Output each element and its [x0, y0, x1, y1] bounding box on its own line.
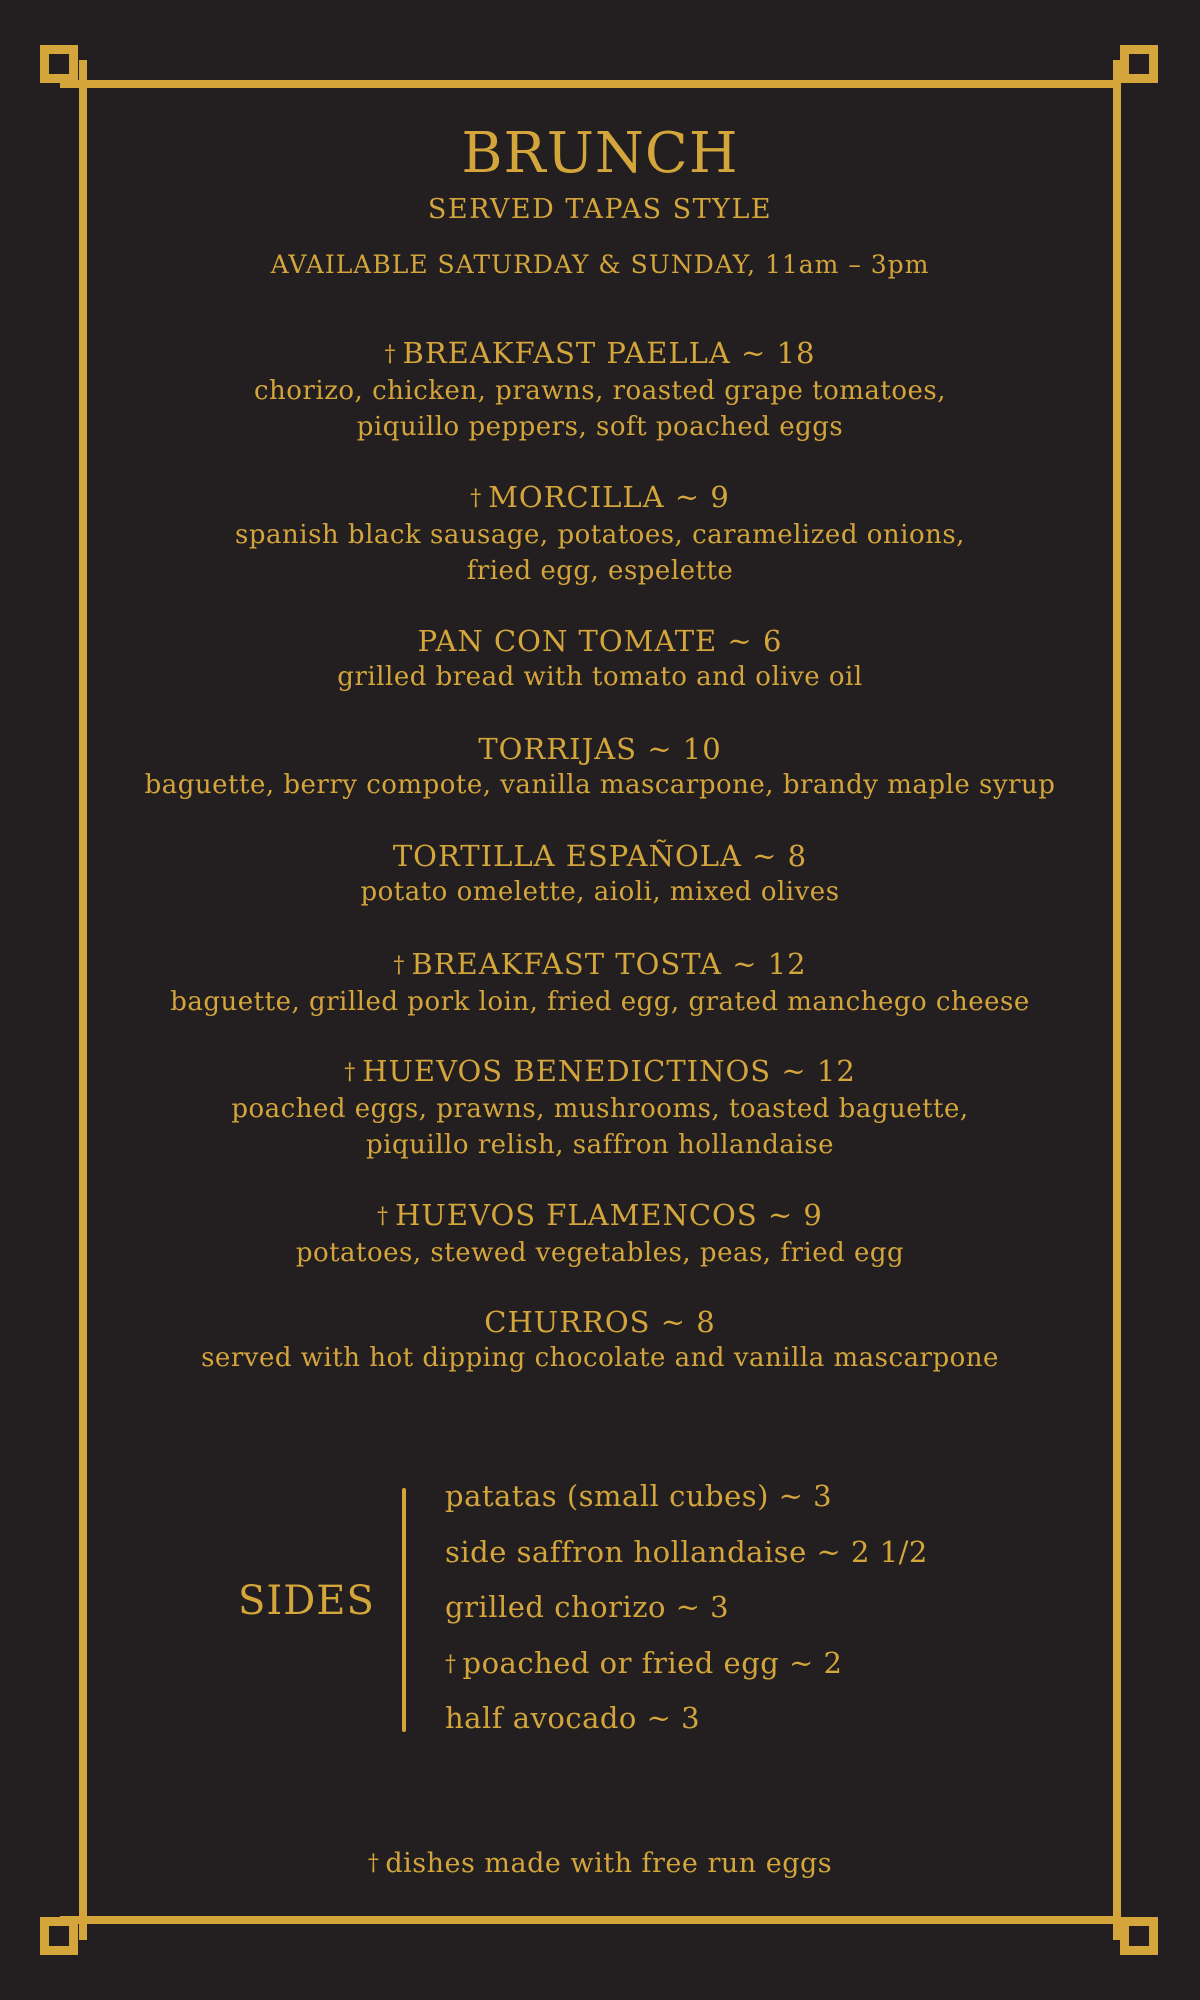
- dish-name-text: TORRIJAS ~ 10: [478, 732, 722, 766]
- side-item-label: grilled chorizo ~ 3: [445, 1590, 730, 1624]
- dish-description: baguette, berry compote, vanilla mascarpone, brandy maple syrup: [144, 770, 1056, 800]
- dish-name: [90, 946, 1110, 984]
- dish-item: [90, 946, 1110, 1020]
- dish-description: served with hot dipping chocolate and vanilla mascarpone: [201, 1343, 999, 1373]
- dish-item: [90, 335, 1110, 445]
- dish-item: [90, 623, 1110, 695]
- sides-divider: [402, 1488, 406, 1732]
- frame-left-border: [79, 60, 87, 1940]
- side-item-label: patatas (small cubes) ~ 3: [445, 1479, 833, 1513]
- dish-item: [90, 479, 1110, 589]
- frame-corner-bottom-left: [40, 1917, 78, 1955]
- dish-description: potatoes, stewed vegetables, peas, fried egg: [295, 1238, 905, 1268]
- footnote: [0, 1848, 1200, 1879]
- dish-name-text: TORTILLA ESPAÑOLA ~ 8: [392, 839, 808, 873]
- dish-item: [90, 731, 1110, 803]
- frame-corner-bottom-right: [1120, 1917, 1158, 1955]
- side-item: [445, 1476, 928, 1532]
- dagger-icon: †: [344, 1060, 357, 1085]
- dagger-icon: †: [384, 342, 397, 367]
- dish-description: fried egg, espelette: [466, 556, 734, 586]
- frame-corner-top-right: [1120, 45, 1158, 83]
- side-item: [445, 1587, 928, 1643]
- dish-item: [90, 1304, 1110, 1376]
- dish-description: poached eggs, prawns, mushrooms, toasted baguette,: [231, 1094, 969, 1124]
- dish-item: [90, 1053, 1110, 1163]
- side-item-label: poached or fried egg ~ 2: [462, 1645, 843, 1680]
- dish-name-text: HUEVOS BENEDICTINOS ~ 12: [362, 1054, 856, 1088]
- dagger-icon: †: [393, 953, 406, 978]
- dish-name-text: BREAKFAST TOSTA ~ 12: [411, 947, 807, 981]
- dish-description: chorizo, chicken, prawns, roasted grape tomatoes,: [253, 376, 947, 406]
- dagger-icon: †: [377, 1204, 390, 1229]
- dish-name-text: CHURROS ~ 8: [484, 1305, 716, 1339]
- dagger-icon: †: [367, 1851, 380, 1876]
- dagger-icon: †: [470, 486, 483, 511]
- side-item: [445, 1698, 928, 1754]
- dish-name: [90, 1053, 1110, 1091]
- dish-description: baguette, grilled pork loin, fried egg, grated manchego cheese: [170, 987, 1030, 1017]
- footnote-text: dishes made with free run eggs: [385, 1848, 833, 1879]
- dish-item: [90, 1197, 1110, 1271]
- frame-right-border: [1113, 60, 1121, 1940]
- dish-name: [90, 838, 1110, 874]
- dish-name: [90, 1304, 1110, 1340]
- dish-name-text: PAN CON TOMATE ~ 6: [417, 624, 783, 658]
- dish-description: piquillo peppers, soft poached eggs: [356, 412, 844, 442]
- availability-note: AVAILABLE SATURDAY & SUNDAY, 11am – 3pm: [270, 250, 930, 279]
- dish-name: [90, 1197, 1110, 1235]
- dish-description: potato omelette, aioli, mixed olives: [360, 877, 840, 907]
- side-item: [445, 1643, 928, 1699]
- menu-subtitle: SERVED TAPAS STYLE: [427, 194, 773, 225]
- dish-name: [90, 479, 1110, 517]
- dish-name: [90, 623, 1110, 659]
- side-item: [445, 1532, 928, 1588]
- dagger-icon: †: [445, 1651, 457, 1677]
- dish-name: [90, 335, 1110, 373]
- dish-description: grilled bread with tomato and olive oil: [337, 662, 863, 692]
- side-item-label: side saffron hollandaise ~ 2 1/2: [445, 1534, 928, 1569]
- dish-name-text: HUEVOS FLAMENCOS ~ 9: [395, 1198, 823, 1232]
- frame-top-border: [60, 80, 1120, 88]
- dish-name-text: BREAKFAST PAELLA ~ 18: [402, 336, 816, 370]
- sides-list: [445, 1476, 928, 1754]
- dish-name-text: MORCILLA ~ 9: [488, 480, 730, 514]
- frame-bottom-border: [60, 1916, 1120, 1924]
- dish-description: spanish black sausage, potatoes, caramelized onions,: [235, 520, 965, 550]
- frame-corner-top-left: [40, 45, 78, 83]
- side-item-label: half avocado ~ 3: [445, 1701, 701, 1735]
- dish-item: [90, 838, 1110, 910]
- menu-title: BRUNCH: [461, 121, 739, 186]
- dish-name: [90, 731, 1110, 767]
- sides-title: SIDES: [238, 1578, 375, 1624]
- dish-description: piquillo relish, saffron hollandaise: [366, 1130, 834, 1160]
